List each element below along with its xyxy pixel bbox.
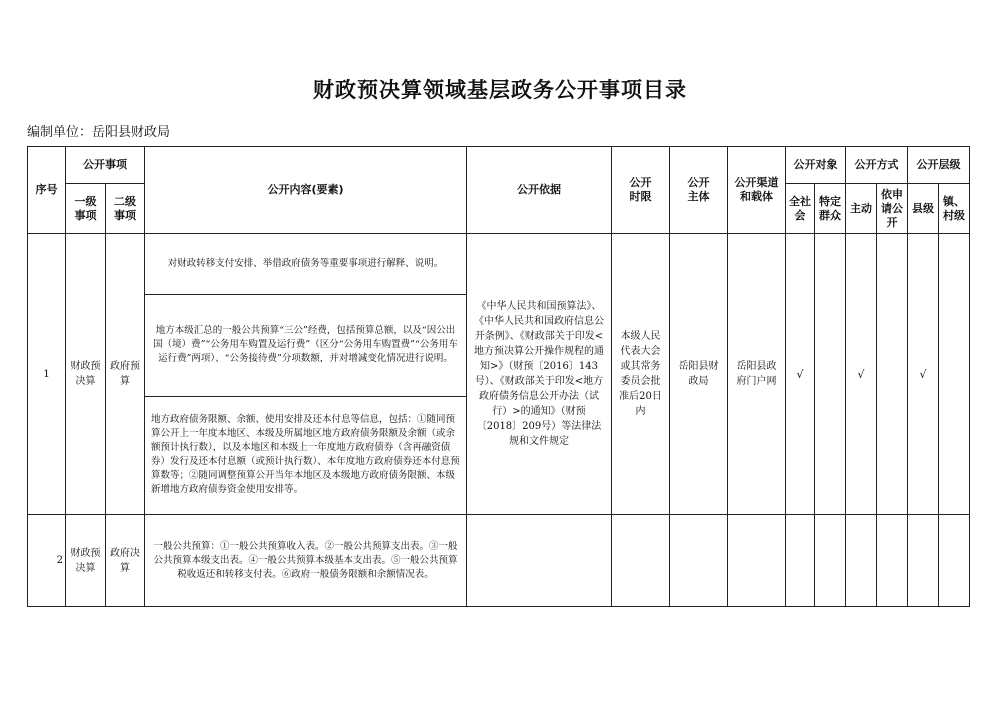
header-level-town: 镇、 村级 [939,184,970,234]
page-title: 财政预决算领域基层政务公开事项目录 [313,78,687,102]
row-object-specific [815,234,846,515]
content-item: 对财政转移支付安排、举借政府债务等重要事项进行解释、说明。 [145,234,466,294]
row-subject [670,515,728,607]
row-object-all [786,515,815,607]
row-object-all: √ [786,234,815,515]
content-item: 一般公共预算：①一般公共预算收入表。②一般公共预算支出表。③一般公共预算本级支出表。④一般公共预算本级基本支出表。⑤一般公共预算税收返还和转移支付表。⑥政府一般债务限额和余额情况表。 [153,540,458,580]
header-time: 公开 时限 [612,147,670,234]
header-level: 公开层级 [908,147,970,184]
row-method-active: √ [846,234,877,515]
row-content [145,234,467,515]
row-channel [728,515,786,607]
row-object-specific [815,515,846,607]
row-method-request [877,234,908,515]
row-content [145,515,467,607]
header-method: 公开方式 [846,147,908,184]
content-item: 地方本级汇总的一般公共预算“三公”经费，包括预算总额，以及“因公出国（境）费”“公务用车购置及运行费”（区分“公务用车购置费”“公务用车运行费”两项）、“公务接待费”分项数额，并对增减变化情况进行说明。 [145,294,466,396]
row-level2: 政府预 算 [106,234,145,515]
row-method-active [846,515,877,607]
header-level-county: 县级 [908,184,939,234]
compiling-unit: 编制单位：岳阳县财政局 [27,125,171,140]
row-level-county: √ [908,234,939,515]
row-time: 本级人民代表大会或其常务委员会批准后20日内 [612,234,670,515]
row-level-town [939,234,970,515]
header-public-item: 公开事项 [66,147,145,184]
row-level-town [939,515,970,607]
row-level2: 政府决 算 [106,515,145,607]
header-level2: 二级 事项 [106,184,145,234]
header-method-request: 依申 请公 开 [877,184,908,234]
header-channel: 公开渠道 和载体 [728,147,786,234]
header-method-active: 主动 [846,184,877,234]
header-level1: 一级 事项 [66,184,106,234]
header-basis: 公开依据 [467,147,612,234]
catalog-table [27,146,970,607]
header-subject: 公开 主体 [670,147,728,234]
row-method-request [877,515,908,607]
row-channel: 岳阳县政府门户网 [728,234,786,515]
table-row [28,515,970,607]
row-time [612,515,670,607]
row-subject: 岳阳县财政局 [670,234,728,515]
row-basis [467,515,612,607]
header-object-all: 全社 会 [786,184,815,234]
header-object-specific: 特定 群众 [815,184,846,234]
row-basis: 《中华人民共和国预算法》、《中华人民共和国政府信息公开条例》、《财政部关于印发<地方预决算公开操作规程的通知>》（财预〔2016〕143号）、《财政部关于印发<地方政府债务信息公开办法（试行）>的通知》（财预〔2018〕209号）等法律法规和文件规定 [467,234,612,515]
row-level1: 财政预 决算 [66,515,106,607]
header-object: 公开对象 [786,147,846,184]
header-content: 公开内容(要素) [145,147,467,234]
content-item: 地方政府债务限额、余额、使用安排及还本付息等信息，包括：①随同预算公开上一年度本地区、本级及所属地区地方政府债务限额及余额（或余额预计执行数），以及本地区和本级上一年度地方政府债券（含再融资债券）发行及还本付息额（或预计执行数）、本年度地方政府债券还本付息预算数等；②随同调整预算公开当年本地区及本级地方政府债务限额、本级新增地方政府债券资金使用安排等。 [151,414,460,496]
row-level1: 财政预 决算 [66,234,106,515]
row-seq: 2 [28,515,66,607]
header-seq: 序号 [28,147,66,234]
row-seq: 1 [28,234,66,515]
table-row [28,234,970,515]
row-level-county [908,515,939,607]
